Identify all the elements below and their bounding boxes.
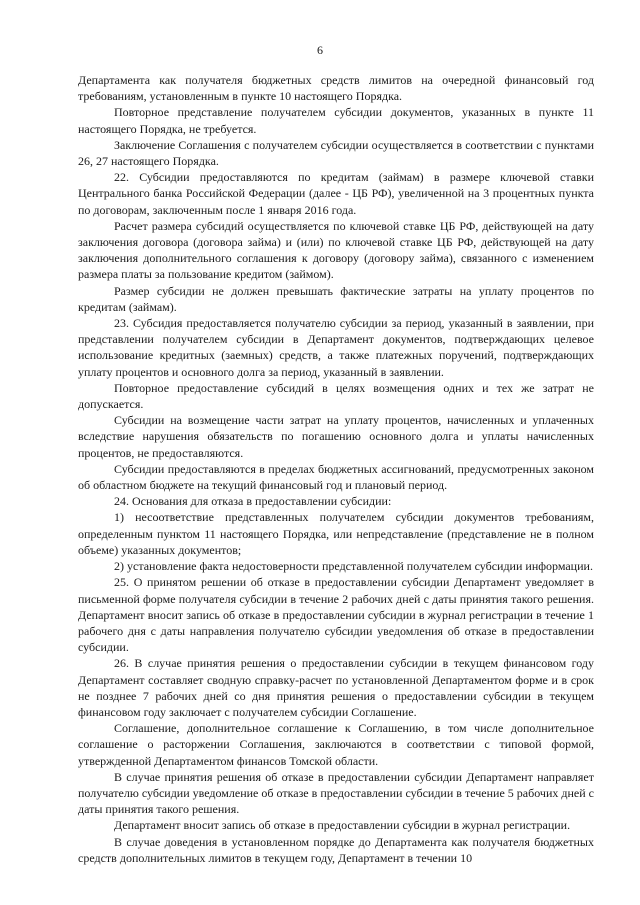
list-item: 2) установление факта недостоверности представленной получателем субсидии информации.	[114, 559, 593, 574]
paragraph: 22. Субсидии предоставляются по кредитам (займам) в размере ключевой ставки Центрального банка Российской Федерации (далее - ЦБ РФ), увеличенной на 3 процентных пункта по договорам, заключенным после 1 января 2016 года.	[78, 170, 594, 217]
paragraph: 23. Субсидия предоставляется получателю субсидии за период, указанный в заявлении, при представлении получателем субсидии в Департамент документов, подтверждающих целевое использование кредитных (заемных) средств, а также платежных поручений, подтверждающих уплату процентов и основного долга за период, указанный в заявлении.	[78, 316, 594, 379]
paragraph: Департамента как получателя бюджетных средств лимитов на очередной финансовый год требованиям, установленным в пункте 10 настоящего Порядка.	[78, 73, 594, 104]
page-number: 6	[317, 43, 323, 57]
paragraph: 25. О принятом решении об отказе в предоставлении субсидии Департамент уведомляет в письменной форме получателя субсидии в течение 2 рабочих дней с даты принятия такого решения. Департамент вносит запись об отказе в предоставлении субсидии в журнал регистрации в течение 1 рабочего дня с даты направления получателю субсидии уведомления об отказе в предоставлении субсидии.	[78, 575, 594, 655]
paragraph: 26. В случае принятия решения о предоставлении субсидии в текущем финансовом году Департамент составляет сводную справку-расчет по установленной Департаментом форме и в срок не позднее 7 рабочих дней со дня принятия решения о предоставлении субсидии в текущем финансовом году заключает с получателем субсидии Соглашение.	[78, 656, 594, 719]
paragraph: Субсидии предоставляются в пределах бюджетных ассигнований, предусмотренных законом об областном бюджете на текущий финансовый год и плановый период.	[78, 461, 594, 493]
paragraph: Размер субсидии не должен превышать фактические затраты на уплату процентов по кредитам (займам).	[78, 283, 594, 314]
paragraph: 24. Основания для отказа в предоставлении субсидии:	[114, 494, 392, 509]
paragraph: Расчет размера субсидий осуществляется по ключевой ставке ЦБ РФ, действующей на дату заключения договора (договора займа) и (или) по ключевой ставке ЦБ РФ, действующей на дату заключения дополнительного соглашения к договору (договору займа), связанного с изменением размера платы за пользование кредитом (займом).	[78, 218, 594, 282]
paragraph: В случае принятия решения об отказе в предоставлении субсидии Департамент направляет получателю субсидии уведомление об отказе в предоставлении субсидии в течение 5 рабочих дней с даты принятия такого решения.	[78, 769, 594, 817]
paragraph: Соглашение, дополнительное соглашение к Соглашению, в том числе дополнительное соглашение о расторжении Соглашения, заключаются в соответствии с типовой формой, утвержденной Департаментом финансов Томской области.	[78, 721, 594, 768]
paragraph: Повторное предоставление субсидий в целях возмещения одних и тех же затрат не допускается.	[78, 380, 594, 412]
paragraph: Департамент вносит запись об отказе в предоставлении субсидии в журнал регистрации.	[114, 818, 571, 833]
paragraph: Заключение Соглашения с получателем субсидии осуществляется в соответствии с пунктами 26, 27 настоящего Порядка.	[78, 137, 594, 169]
document-body	[78, 72, 594, 866]
paragraph: В случае доведения в установленном порядке до Департамента как получателя бюджетных средств дополнительных лимитов в текущем году, Департамент в течении 10	[78, 834, 594, 865]
list-item: 1) несоответствие представленных получателем субсидии документов требованиям, определенным пунктом 11 настоящего Порядка, или непредставление (представление не в полном объеме) указанных документов;	[78, 510, 594, 557]
paragraph: Повторное представление получателем субсидии документов, указанных в пункте 11 настоящего Порядка, не требуется.	[78, 105, 594, 136]
paragraph: Субсидии на возмещение части затрат на уплату процентов, начисленных и уплаченных вследствие нарушения обязательств по погашению основного долга и уплаты начисленных процентов, не предоставляются.	[78, 413, 594, 460]
